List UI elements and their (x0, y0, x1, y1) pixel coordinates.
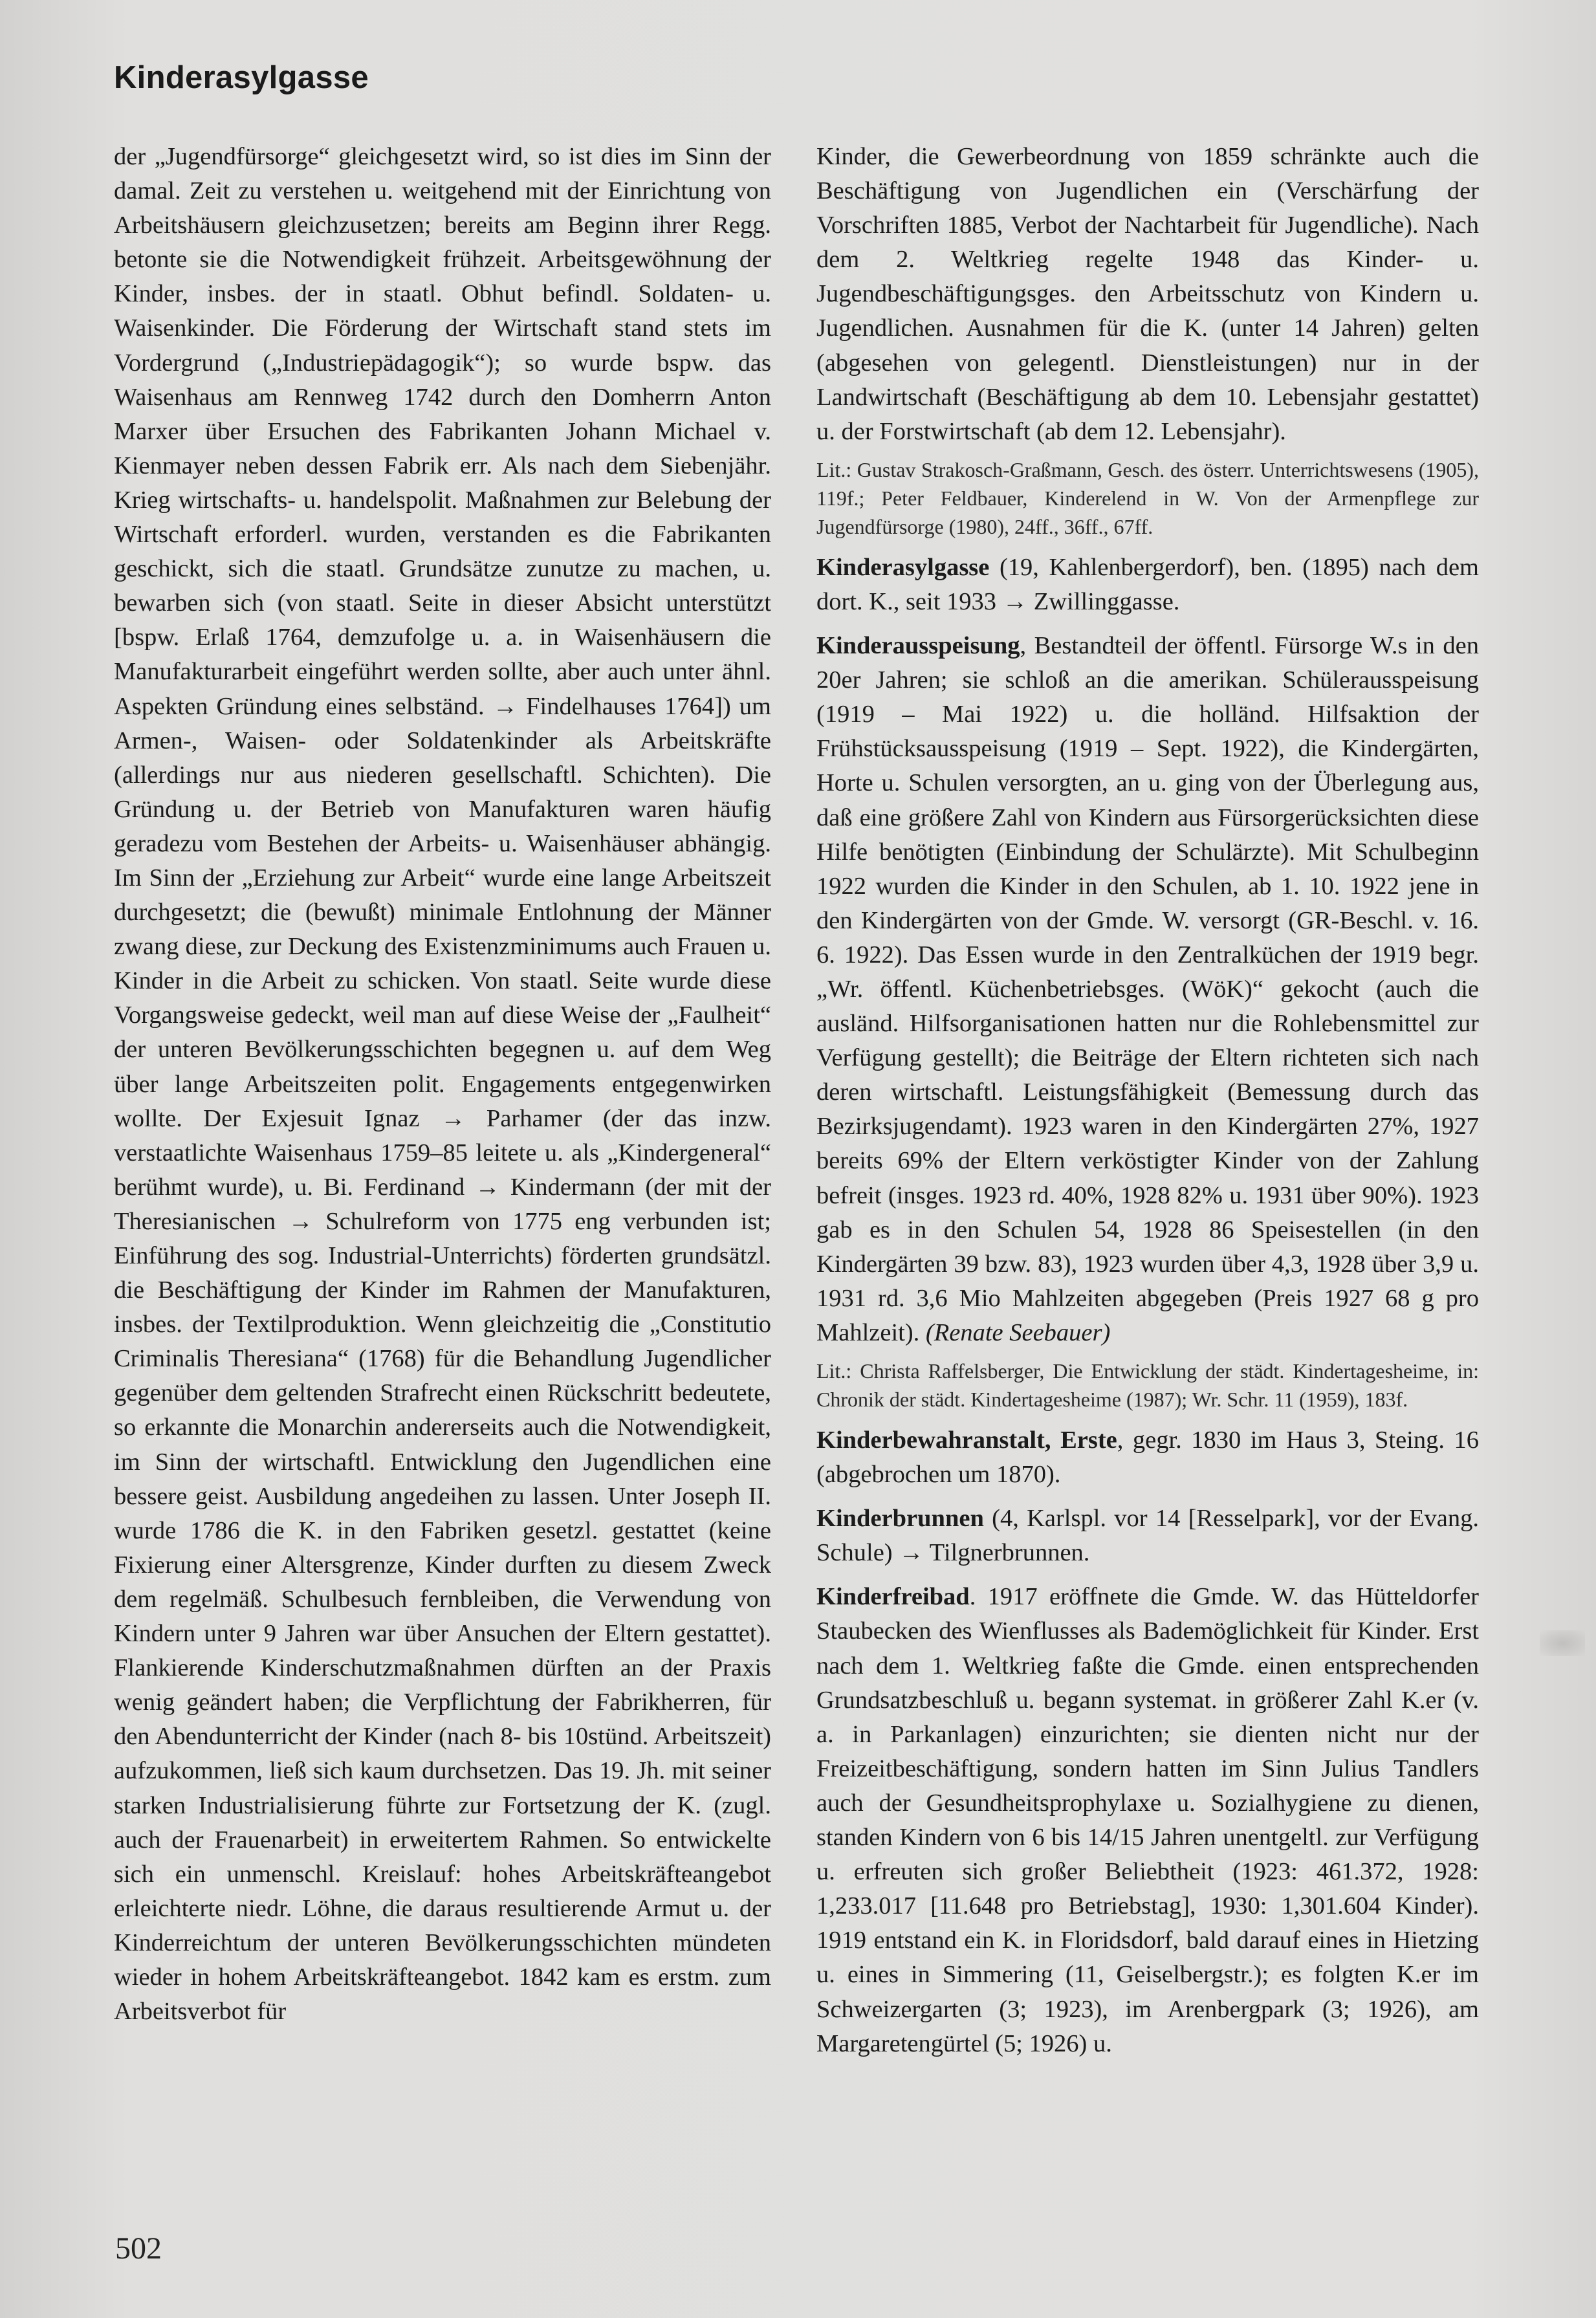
entry-text: . 1917 eröffnete die Gmde. W. das Hütteldorfer Staubecken des Wienflusses als Bademöglichkeit für Kinder. Erst nach dem 1. Weltkrieg faßte die Gmde. einen entsprechenden Grundsatzbeschluß u. begann systemat. in größerer Zahl K.er (v. a. in Parkanlagen) einzurichten; sie dienten nicht nur der Freizeitbeschäftigung, sondern hatten im Sinn Julius Tandlers auch der Gesundheitsprophylaxe u. Sozialhygiene zu dienen, standen Kindern von 6 bis 14/15 Jahren unentgeltl. zur Verfügung u. erfreuten sich großer Beliebtheit (1923: 461.372, 1928: 1,233.017 [11.648 pro Betriebstag], 1930: 1,301.604 Kinder). 1919 entstand ein K. in Floridsdorf, bald darauf eines in Hietzing u. eines in Simmering (11, Geiselbergstr.); es folgten K.er im Schweizergarten (3; 1923), im Arenbergpark (3; 1926), am Margaretengürtel (5; 1926) u. (816, 1583, 1479, 2057)
left-column (114, 140, 771, 2029)
entry-text: , gegr. 1830 im Haus 3, Steing. 16 (abgebrochen um 1870). (816, 1427, 1479, 1489)
literature-note: Lit.: Christa Raffelsberger, Die Entwicklung der städt. Kindertagesheime, in: Chronik der städt. Kindertagesheime (1987); Wr. Schr. 11 (1959), 183f. (816, 1359, 1479, 1411)
entry-kinderausspeisung (816, 629, 1479, 1350)
entry-text: (4, Karlspl. vor 14 [Resselpark], vor der Evang. Schule) → Tilgnerbrunnen. (816, 1505, 1479, 1567)
entry-kinderfreibad (816, 1580, 1479, 2061)
literature-note: Lit.: Gustav Strakosch-Graßmann, Gesch. des österr. Unterrichtswesens (1905), 119f.; Peter Feldbauer, Kinderelend in W. Von der Armenpflege zur Jugendfürsorge (1980), 24ff., 36ff., 67ff. (816, 457, 1479, 538)
scan-smudge (1540, 1630, 1585, 1656)
entry-lemma: Kinderfreibad (816, 1583, 970, 1611)
entry-text: (19, Kahlenbergerdorf), ben. (1895) nach dem dort. K., seit 1933 → Zwillinggasse. (816, 553, 1479, 615)
entry-lemma: Kinderbrunnen (816, 1505, 984, 1533)
entry-kinderbrunnen (816, 1502, 1479, 1570)
left-column-text: der „Jugendfürsorge“ gleichgesetzt wird, so ist dies im Sinn der damal. Zeit zu verstehen u. weitgehend mit der Einrichtung von Arbeitshäusern gleichzusetzen; bereits am Beginn ihrer Regg. betonte sie die Notwendigkeit frühzeit. Arbeitsgewöhnung der Kinder, insbes. der in staatl. Obhut befindl. Soldaten- u. Waisenkinder. Die Förderung der Wirtschaft stand stets im Vordergrund („Industriepädagogik“); so wurde bspw. das Waisenhaus am Rennweg 1742 durch den Domherrn Anton Marxer über Ersuchen des Fabrikanten Johann Michael v. Kienmayer neben dessen Fabrik err. Als nach dem Siebenjähr. Krieg wirtschafts- u. handelspolit. Maßnahmen zur Belebung der Wirtschaft erforderl. wurden, verstanden es die Fabrikanten geschickt, sich die staatl. Grundsätze zunutze zu machen, u. bewarben sich (von staatl. Seite in dieser Absicht unterstützt [bspw. Erlaß 1764, demzufolge u. a. in Waisenhäusern die Manufakturarbeit eingeführt werden sollte, aber auch unter ähnl. Aspekten Gründung eines selbständ. → Findelhauses 1764]) um Armen-, Waisen- oder Soldatenkinder als Arbeitskräfte (allerdings nur aus niederen gesellschaftl. Schichten). Die Gründung u. der Betrieb von Manufakturen waren häufig geradezu vom Bestehen der Arbeits- u. Waisenhäuser abhängig. Im Sinn der „Erziehung zur Arbeit“ wurde eine lange Arbeitszeit durchgesetzt; die (bewußt) minimale Entlohnung der Männer zwang diese, zur Deckung des Existenzminimums auch Frauen u. Kinder in die Arbeit zu schicken. Von staatl. Seite wurde diese Vorgangsweise gedeckt, weil man auf diese Weise der „Faulheit“ der unteren Bevölkerungsschichten begegnen u. auf dem Weg über lange Arbeitszeiten polit. Engagements entgegenwirken wollte. Der Exjesuit Ignaz → Parhamer (der das inzw. verstaatlichte Waisenhaus 1759–85 leitete u. als „Kindergeneral“ berühmt wurde), u. Bi. Ferdinand → Kindermann (der mit der Theresianischen → Schulreform von 1775 eng verbunden ist; Einführung des sog. Industrial-Unterrichts) förderten grundsätzl. die Beschäftigung der Kinder im Rahmen der Manufakturen, insbes. der Textilproduktion. Wenn gleichzeitig die „Constitutio Criminalis Theresiana“ (1768) für die Behandlung Jugendlicher gegenüber dem geltenden Strafrecht einen Rückschritt bedeutete, so erkannte die Monarchin andererseits auch die Notwendigkeit, im Sinn der wirtschaftl. Entwicklung den Jugendlichen eine bessere geist. Ausbildung angedeihen zu lassen. Unter Joseph II. wurde 1786 die K. in den Fabriken gesetzl. gestattet (keine Fixierung einer Altersgrenze, Kinder durften zu diesem Zweck dem regelmäß. Schulbesuch fernbleiben, die Verwendung von Kindern unter 9 Jahren war über Ansuchen der Eltern gestattet). Flankierende Kinderschutzmaßnahmen dürften an der Praxis wenig geändert haben; die Verpflichtung der Fabrikherren, für den Abendunterricht der Kinder (nach 8- bis 10stünd. Arbeitszeit) aufzukommen, ließ sich kaum durchsetzen. Das 19. Jh. mit seiner starken Industrialisierung führte zur Fortsetzung der K. (zugl. auch der Frauenarbeit) in erweitertem Rahmen. So entwickelte sich ein unmenschl. Kreislauf: hohes Arbeitskräfteangebot erleichterte niedr. Löhne, die daraus resultierende Armut u. der Kinderreichtum der unteren Bevölkerungsschichten mündeten wieder in hohem Arbeitskräfteangebot. 1842 kam es erstm. zum Arbeitsverbot für (114, 143, 771, 2026)
running-header-title: Kinderasylgasse (114, 60, 369, 95)
right-column (816, 140, 1479, 2061)
entry-kinderbewahranstalt (816, 1423, 1479, 1492)
entry-lemma: Kinderbewahranstalt, Erste (816, 1427, 1117, 1454)
continuation-text: Kinder, die Gewerbeordnung von 1859 schränkte auch die Beschäftigung von Jugendlichen ein (Verschärfung der Vorschriften 1885, Verbot der Nachtarbeit für Jugendliche). Nach dem 2. Weltkrieg regelte 1948 das Kinder- u. Jugendbeschäftigungsges. den Arbeitsschutz von Kindern u. Jugendlichen. Ausnahmen für die K. (unter 14 Jahren) gelten (abgesehen von gelegentl. Dienstleistungen) nur in der Landwirtschaft (Beschäftigung ab dem 10. Lebensjahr gestattet) u. der Forstwirtschaft (ab dem 12. Lebensjahr). (816, 143, 1479, 445)
entry-author: (Renate Seebauer) (925, 1318, 1111, 1346)
entry-lemma: Kinderasylgasse (816, 553, 990, 581)
entry-kinderasylgasse (816, 551, 1479, 619)
page-number: 502 (115, 2231, 162, 2266)
entry-text: , Bestandteil der öffentl. Fürsorge W.s in den 20er Jahren; sie schloß an die amerikan. Schülerausspeisung (1919 – Mai 1922) u. die holländ. Hilfsaktion der Frühstücksausspeisung (1919 – Sept. 1922), die Kindergärten, Horte u. Schulen versorgten, an u. ging von der Überlegung aus, daß eine größere Zahl von Kindern aus Fürsorgerücksichten diese Hilfe benötigten (Einbindung der Schulärzte). Mit Schulbeginn 1922 wurden die Kinder in den Schulen, ab 1. 10. 1922 jene in den Kindergärten von der Gmde. W. versorgt (GR-Beschl. v. 16. 6. 1922). Das Essen wurde in den Zentralküchen der 1919 begr. „Wr. öffentl. Küchenbetriebsges. (WöK)“ gekocht (auch die ausländ. Hilfsorganisationen hatten nur die Rohlebensmittel zur Verfügung gestellt); die Beiträge der Eltern richteten sich nach deren wirtschaftl. Leistungsfähigkeit (Bemessung durch das Bezirksjugendamt). 1923 waren in den Kindergärten 27%, 1927 bereits 69% der Eltern verköstigter Kinder von der Zahlung befreit (insges. 1923 rd. 40%, 1928 82% u. 1931 über 90%). 1923 gab es in den Schulen 54, 1928 86 Speisestellen (in den Kindergärten 39 bzw. 83), 1923 wurden über 4,3, 1928 über 3,9 u. 1931 rd. 3,6 Mio Mahlzeiten abgegeben (Preis 1927 68 g pro Mahlzeit). (816, 632, 1479, 1346)
entry-lemma: Kinderausspeisung (816, 632, 1020, 660)
